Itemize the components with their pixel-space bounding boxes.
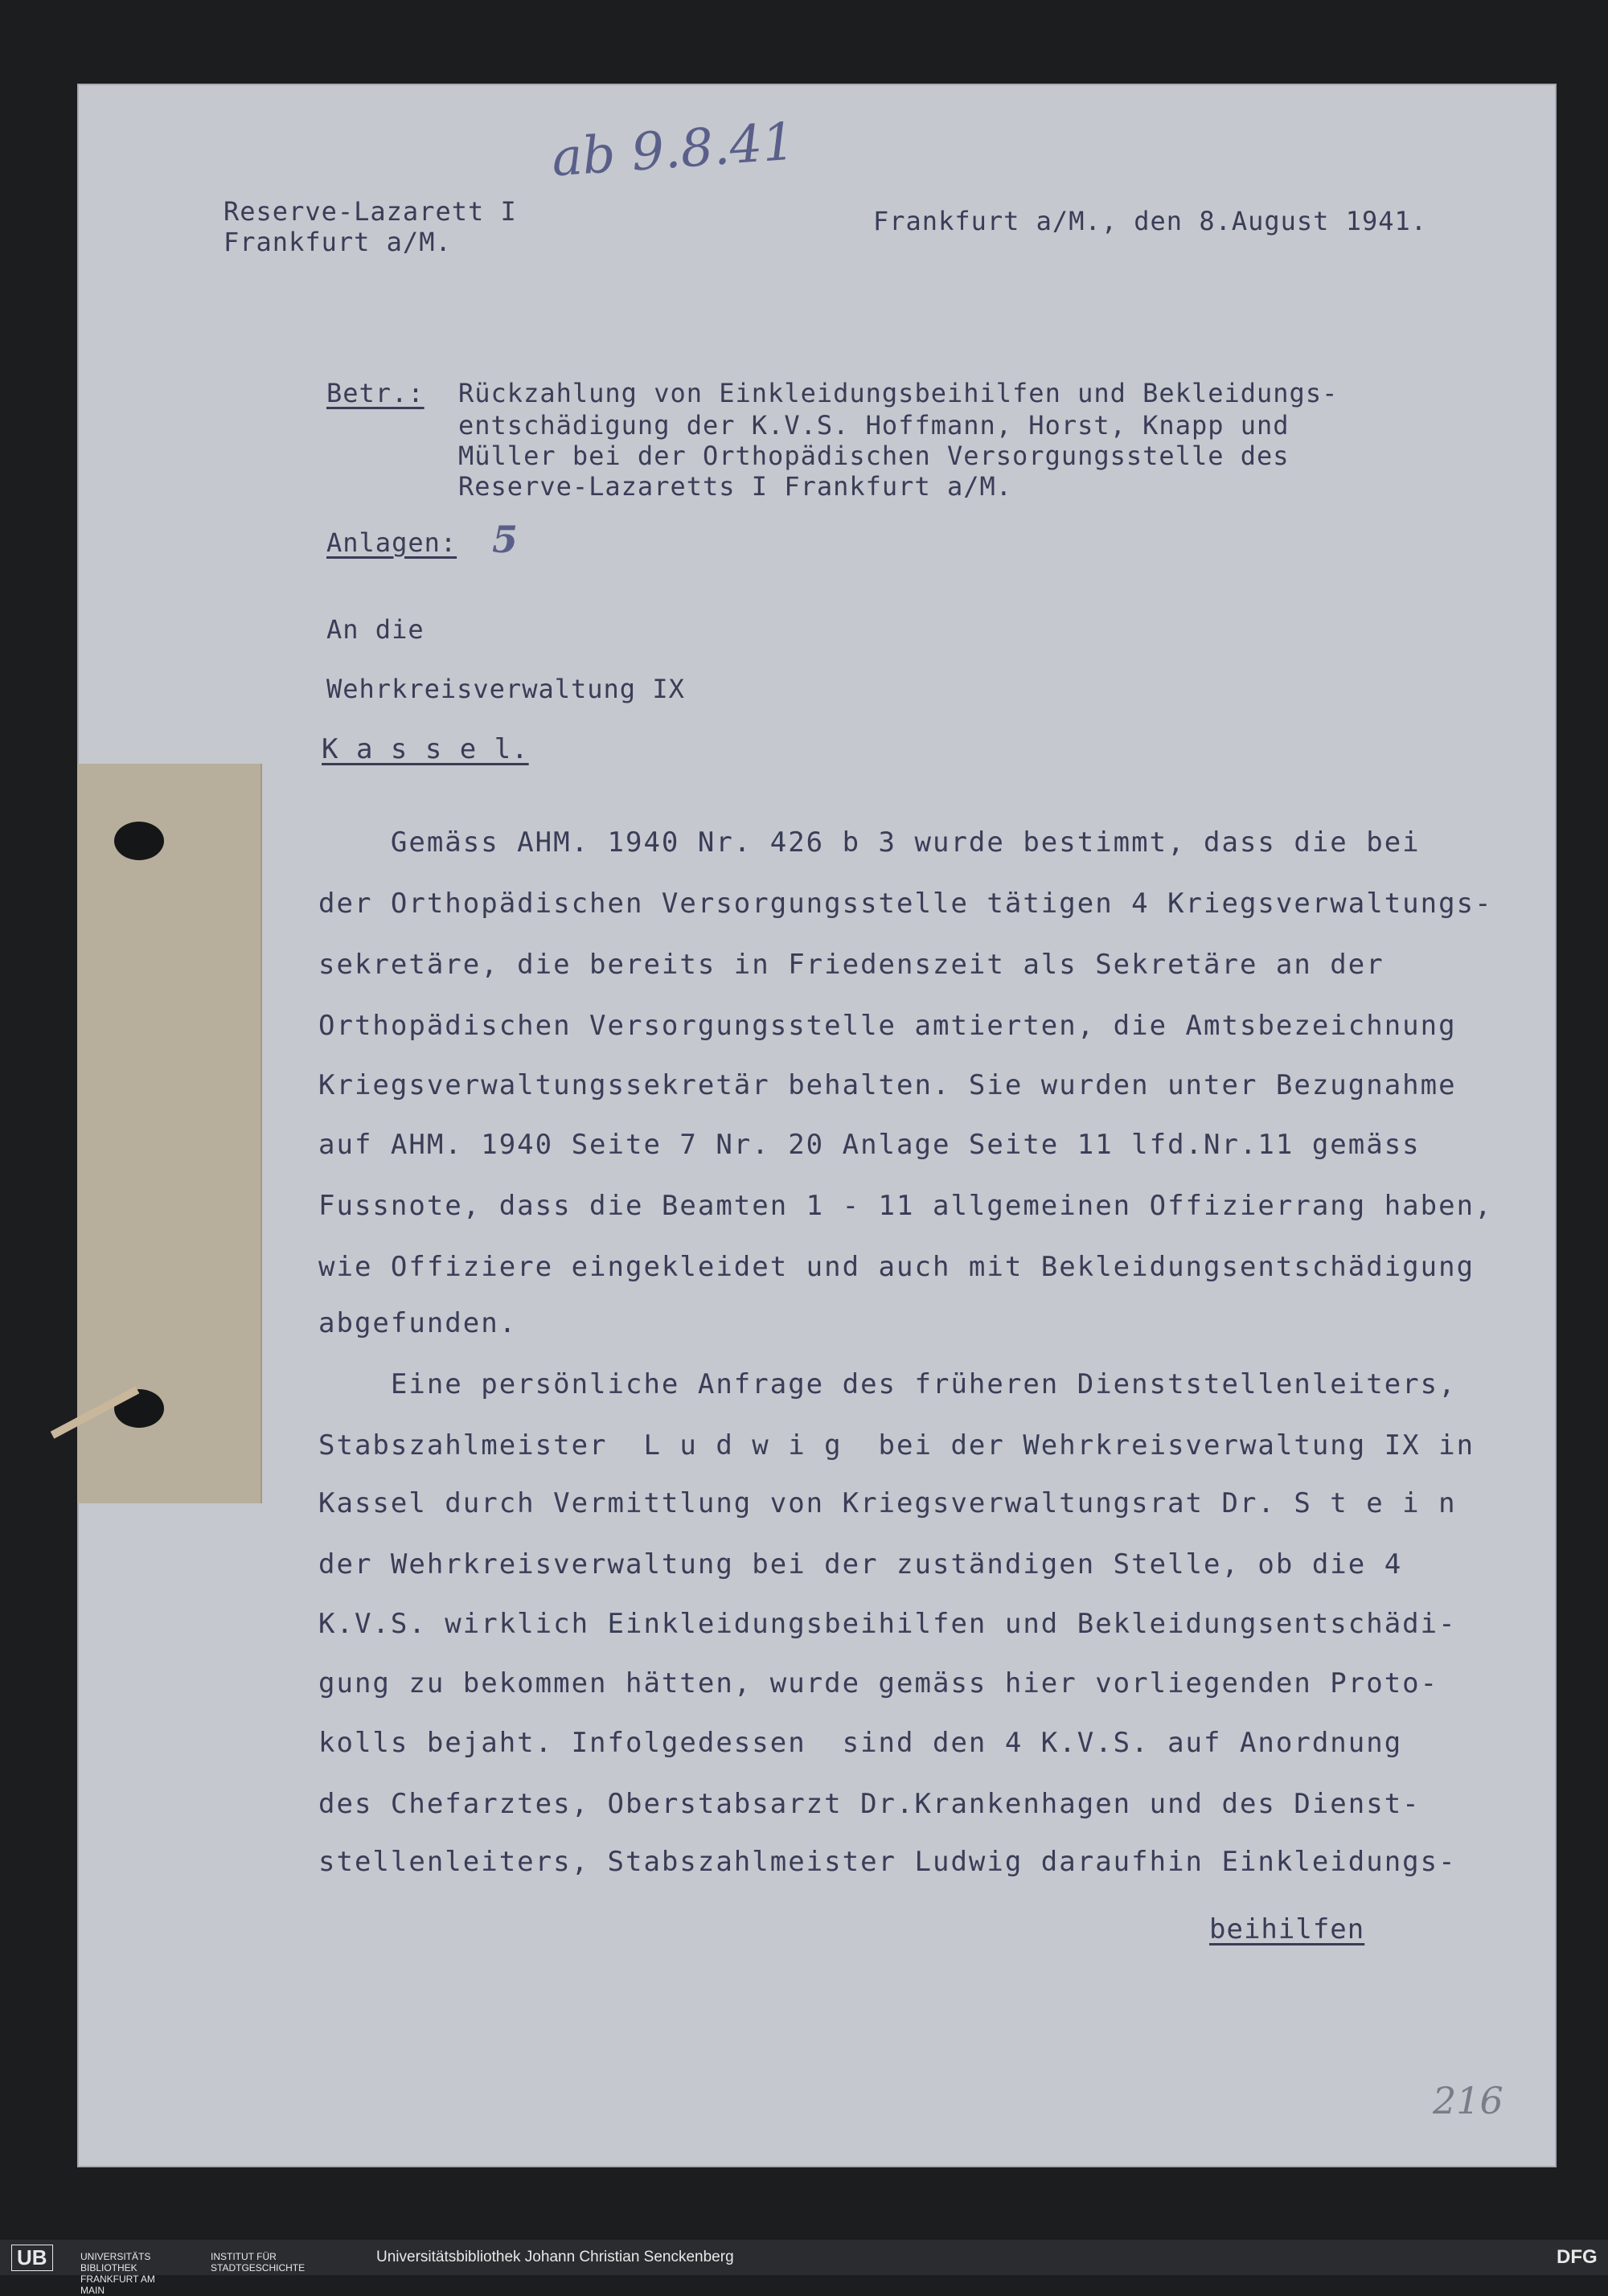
date-line: Frankfurt a/M., den 8.August 1941. — [873, 206, 1428, 236]
body-line: abgefunden. — [318, 1307, 518, 1339]
body-line: kolls bejaht. Infolgedessen sind den 4 K.V.S. auf Anordnung — [318, 1727, 1403, 1759]
recipient-line-2: Wehrkreisverwaltung IX — [326, 674, 685, 704]
attachments-count: 5 — [492, 518, 519, 561]
handwritten-annotation: ab 9.8.41 — [549, 112, 798, 189]
body-line: sekretäre, die bereits in Friedenszeit als Sekretäre an der — [318, 949, 1384, 981]
body-line: Orthopädischen Versorgungsstelle amtierten, die Amtsbezeichnung — [318, 1010, 1457, 1042]
subject-line-1: Rückzahlung von Einkleidungsbeihilfen und Bekleidungs- — [458, 378, 1339, 408]
subject-label: Betr.: — [326, 378, 425, 408]
institute-text: INSTITUT FÜR STADTGESCHICHTE — [211, 2251, 306, 2273]
footer-bar — [0, 2240, 1608, 2296]
recipient-line-3: K a s s e l. — [322, 733, 529, 765]
body-line: Kriegsverwaltungssekretär behalten. Sie wurden unter Bezugnahme — [318, 1069, 1457, 1101]
ub-logo: UB — [11, 2245, 53, 2271]
folio-number: 216 — [1433, 2079, 1503, 2122]
ub-text: UNIVERSITÄTS BIBLIOTHEK FRANKFURT AM MAIN — [80, 2251, 155, 2296]
subject-line-4: Reserve-Lazaretts I Frankfurt a/M. — [458, 471, 1013, 502]
subject-line-2: entschädigung der K.V.S. Hoffmann, Horst, Knapp und — [458, 410, 1290, 441]
binding-tab — [77, 764, 262, 1503]
punch-hole-top — [114, 822, 164, 860]
recipient-line-1: An die — [326, 614, 425, 645]
sender-line-1: Reserve-Lazarett I — [224, 196, 517, 227]
subject-line-3: Müller bei der Orthopädischen Versorgungsstelle des — [458, 441, 1290, 471]
body-line: der Orthopädischen Versorgungsstelle tätigen 4 Kriegsverwaltungs- — [318, 888, 1493, 920]
dfg-logo: DFG — [1557, 2246, 1598, 2268]
body-line: Gemäss AHM. 1940 Nr. 426 b 3 wurde bestimmt, dass die bei — [318, 826, 1421, 859]
body-line: K.V.S. wirklich Einkleidungsbeihilfen und Bekleidungsentschädi- — [318, 1608, 1457, 1640]
body-line: Eine persönliche Anfrage des früheren Dienststellenleiters, — [318, 1368, 1457, 1400]
catchword: beihilfen — [1209, 1913, 1365, 1945]
body-line: Kassel durch Vermittlung von Kriegsverwaltungsrat Dr. S t e i n — [318, 1487, 1457, 1519]
body-line: stellenleiters, Stabszahlmeister Ludwig daraufhin Einkleidungs- — [318, 1846, 1457, 1878]
body-line: Fussnote, dass die Beamten 1 - 11 allgemeinen Offizierrang haben, — [318, 1190, 1493, 1222]
attachments-label: Anlagen: — [326, 527, 457, 558]
sender-line-2: Frankfurt a/M. — [224, 227, 452, 257]
body-line: Stabszahlmeister L u d w i g bei der Wehrkreisverwaltung IX in — [318, 1429, 1475, 1462]
body-line: des Chefarztes, Oberstabsarzt Dr.Krankenhagen und des Dienst- — [318, 1788, 1421, 1820]
body-line: der Wehrkreisverwaltung bei der zuständigen Stelle, ob die 4 — [318, 1548, 1403, 1581]
library-name: Universitätsbibliothek Johann Christian Senckenberg — [376, 2249, 734, 2265]
body-line: wie Offiziere eingekleidet und auch mit Bekleidungsentschädigung — [318, 1251, 1475, 1283]
body-line: gung zu bekommen hätten, wurde gemäss hier vorliegenden Proto- — [318, 1667, 1439, 1699]
body-line: auf AHM. 1940 Seite 7 Nr. 20 Anlage Seite 11 lfd.Nr.11 gemäss — [318, 1129, 1421, 1161]
